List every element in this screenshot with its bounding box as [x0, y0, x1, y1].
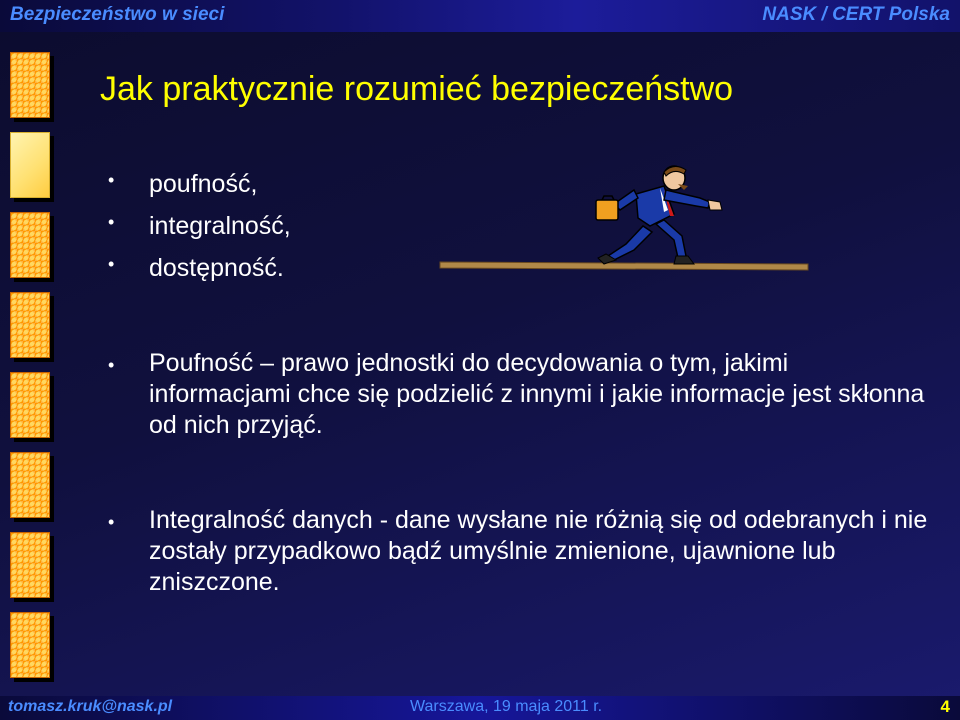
list-item — [108, 254, 291, 296]
bullet-icon: • — [108, 212, 115, 232]
decorative-tile — [10, 52, 50, 118]
author-email: tomasz.kruk@nask.pl — [8, 698, 173, 715]
list-item — [108, 170, 291, 212]
list-item-text: poufność, — [149, 170, 258, 198]
header-left-title: Bezpieczeństwo w sieci — [10, 4, 225, 25]
decorative-tile — [10, 292, 50, 358]
decorative-tile — [10, 532, 50, 598]
list-item — [108, 212, 291, 254]
slide-footer-bar — [0, 696, 960, 720]
decorative-tile — [10, 132, 50, 198]
bullet-icon: • — [108, 512, 115, 532]
confidentiality-definition — [108, 348, 928, 441]
bullet-icon: • — [108, 355, 115, 375]
bullet-icon: • — [108, 254, 115, 274]
list-item-text: dostępność. — [149, 254, 284, 282]
slide-title: Jak praktycznie rozumieć bezpieczeństwo — [100, 70, 734, 108]
header-right-title: NASK / CERT Polska — [762, 4, 950, 25]
paragraph-text: Poufność – prawo jednostki do decydowania o tym, jakimi informacjami chce się podzielić z innymi i jakie informacje jest skłonna od nich przyjąć. — [149, 349, 925, 439]
decorative-tile — [10, 212, 50, 278]
properties-list — [108, 170, 291, 296]
decorative-tile — [10, 612, 50, 678]
slide-header-bar — [0, 0, 960, 32]
running-businessman-clipart-icon — [438, 164, 810, 278]
integrity-definition — [108, 505, 928, 598]
paragraph-text: Integralność danych - dane wysłane nie różnią się od odebranych i nie zostały przypadkowo bądź umyślnie zmienione, ujawnione lub zniszczone. — [149, 506, 928, 596]
list-item-text: integralność, — [149, 212, 291, 240]
bullet-icon: • — [108, 170, 115, 190]
decorative-tile — [10, 452, 50, 518]
decorative-tile — [10, 372, 50, 438]
presentation-date: Warszawa, 19 maja 2011 r. — [410, 698, 603, 715]
page-number: 4 — [940, 697, 950, 716]
